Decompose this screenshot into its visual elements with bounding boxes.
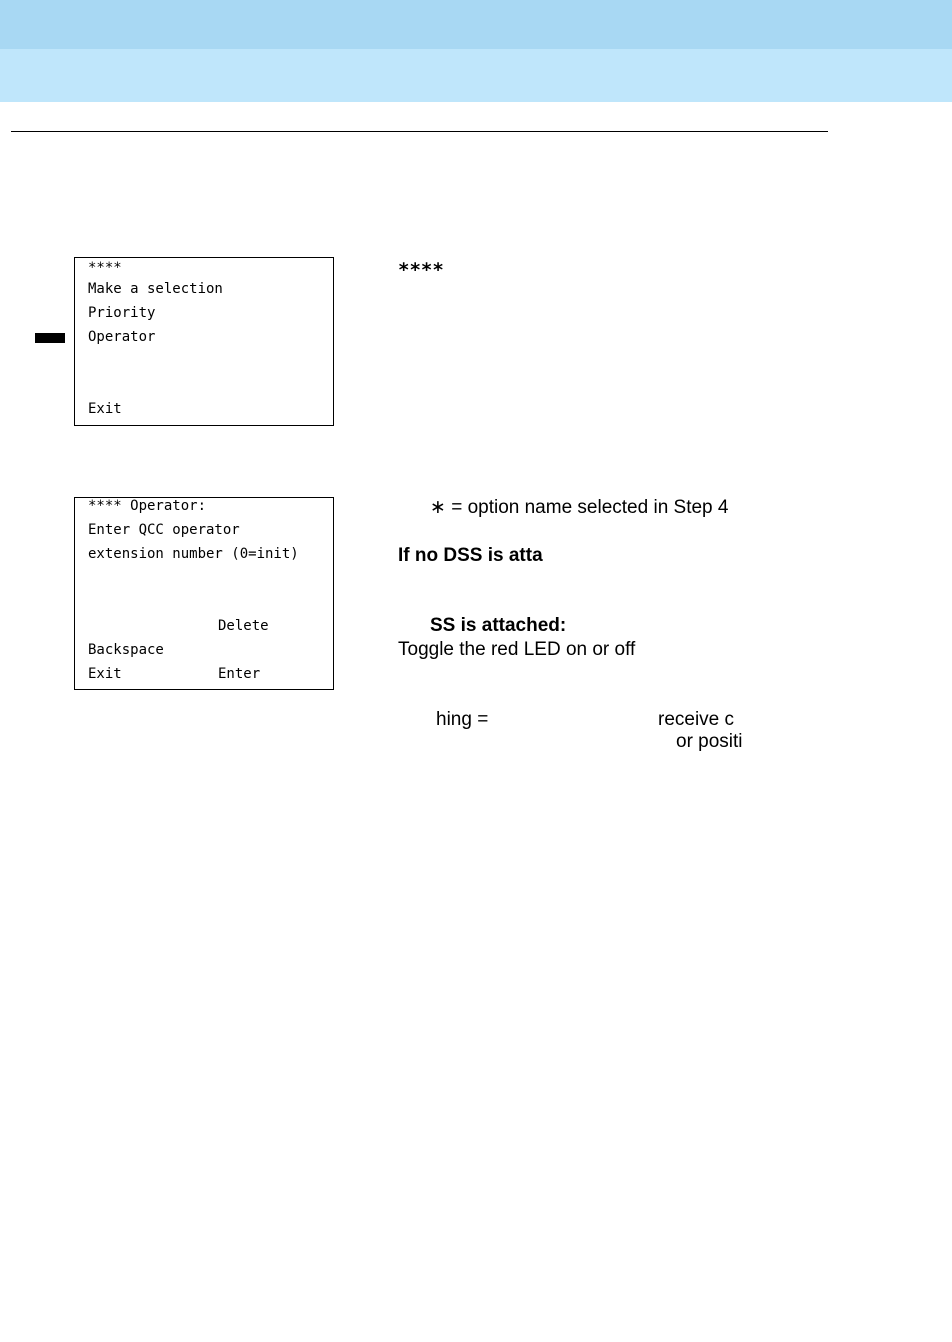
screen1-line-stars: **** — [88, 260, 122, 276]
note-position: or positi — [676, 731, 743, 752]
console-screen-operator — [74, 497, 334, 690]
note-stars: **** — [398, 259, 444, 281]
screen1-option-priority[interactable]: Priority — [88, 305, 156, 321]
screen1-option-operator[interactable]: Operator — [88, 329, 156, 345]
note-toggle-led: Toggle the red LED on or off — [398, 639, 636, 660]
screen2-enter-label[interactable]: Enter — [218, 666, 261, 682]
screen2-prompt-line2: extension number (0=init) — [88, 546, 299, 562]
selected-option-marker — [35, 333, 65, 343]
note-option-name: ∗ = option name selected in Step 4 — [430, 497, 729, 518]
note-receive: receive c — [658, 709, 735, 730]
screen2-exit-label[interactable]: Exit — [88, 666, 122, 682]
console-screen-selection — [74, 257, 334, 426]
screen2-prompt-line1: Enter QCC operator — [88, 522, 240, 538]
note-no-dss: If no DSS is atta — [398, 545, 543, 566]
screen1-exit-label[interactable]: Exit — [88, 401, 122, 417]
screen2-delete-label[interactable]: Delete — [218, 618, 269, 634]
header-band-bottom — [0, 49, 952, 102]
screen2-backspace-label[interactable]: Backspace — [88, 642, 164, 658]
header-band-top — [0, 0, 952, 49]
note-dss-attached: SS is attached: — [430, 615, 567, 636]
screen1-line-make-selection: Make a selection — [88, 281, 223, 297]
note-flashing: hing = — [436, 709, 489, 730]
screen2-title: **** Operator: — [88, 498, 207, 514]
header-rule — [11, 131, 828, 132]
